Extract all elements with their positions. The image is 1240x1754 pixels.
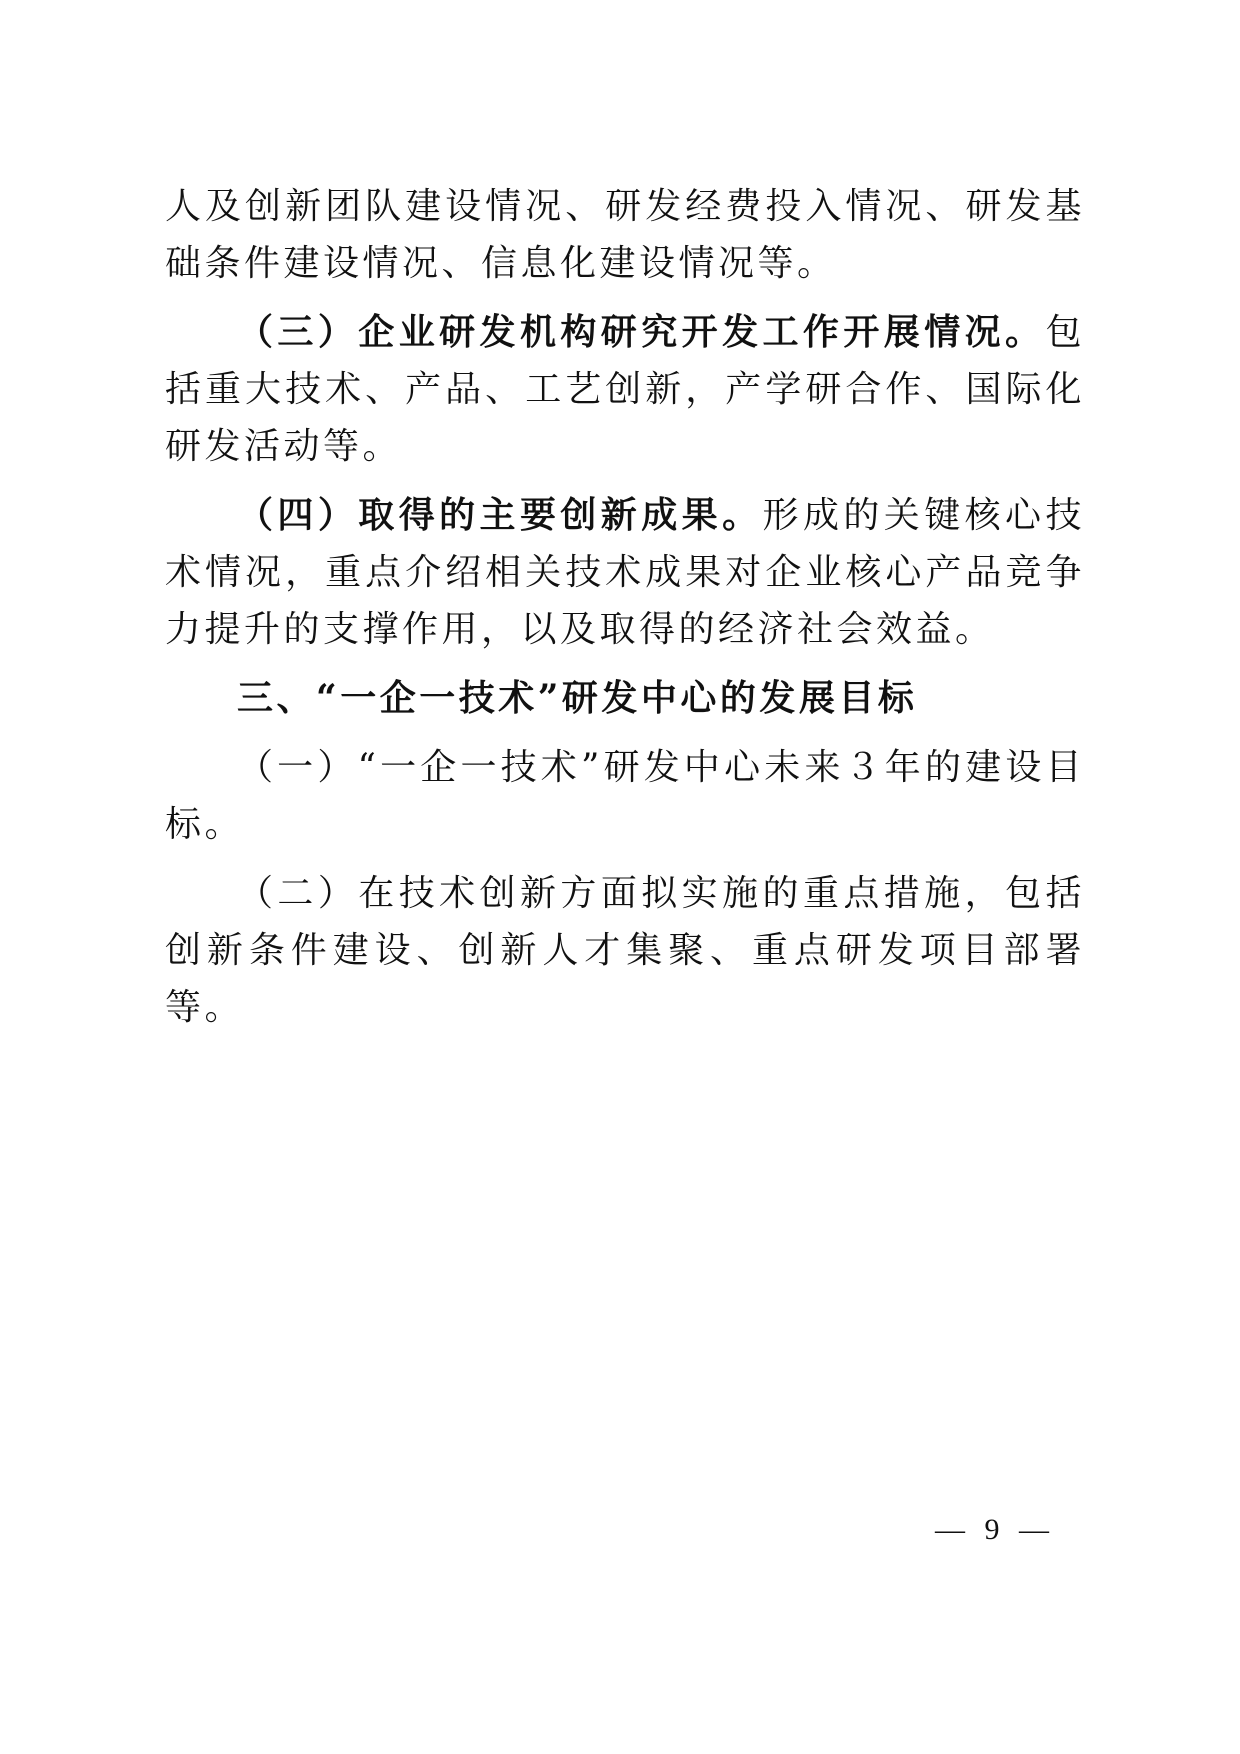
paragraph-text: 包括重大技术、产品、工艺创新，产学研合作、国际化研发活动等。 (165, 312, 1085, 467)
section-heading: 三、“一企一技术”研发中心的发展目标 (237, 677, 918, 719)
list-item-one: （一）“一企一技术”研发中心未来３年的建设目标。 (165, 747, 1085, 845)
paragraph-lead: （四）取得的主要创新成果。 (237, 494, 763, 536)
paragraph-section-three (165, 304, 1085, 475)
document-body (165, 178, 1085, 1036)
page-number: — 9 — (935, 1513, 1055, 1546)
paragraph-continuation (165, 178, 1085, 292)
paragraph-section-four (165, 487, 1085, 658)
paragraph-lead: （三）企业研发机构研究开发工作开展情况。 (237, 311, 1046, 353)
list-item-two: （二）在技术创新方面拟实施的重点措施，包括创新条件建设、创新人才集聚、重点研发项目部署等。 (165, 873, 1085, 1028)
paragraph-text: 人及创新团队建设情况、研发经费投入情况、研发基础条件建设情况、信息化建设情况等。 (165, 186, 1085, 284)
paragraph-text: 形成的关键核心技术情况，重点介绍相关技术成果对企业核心产品竞争力提升的支撑作用，以及取得的经济社会效益。 (165, 495, 1085, 650)
